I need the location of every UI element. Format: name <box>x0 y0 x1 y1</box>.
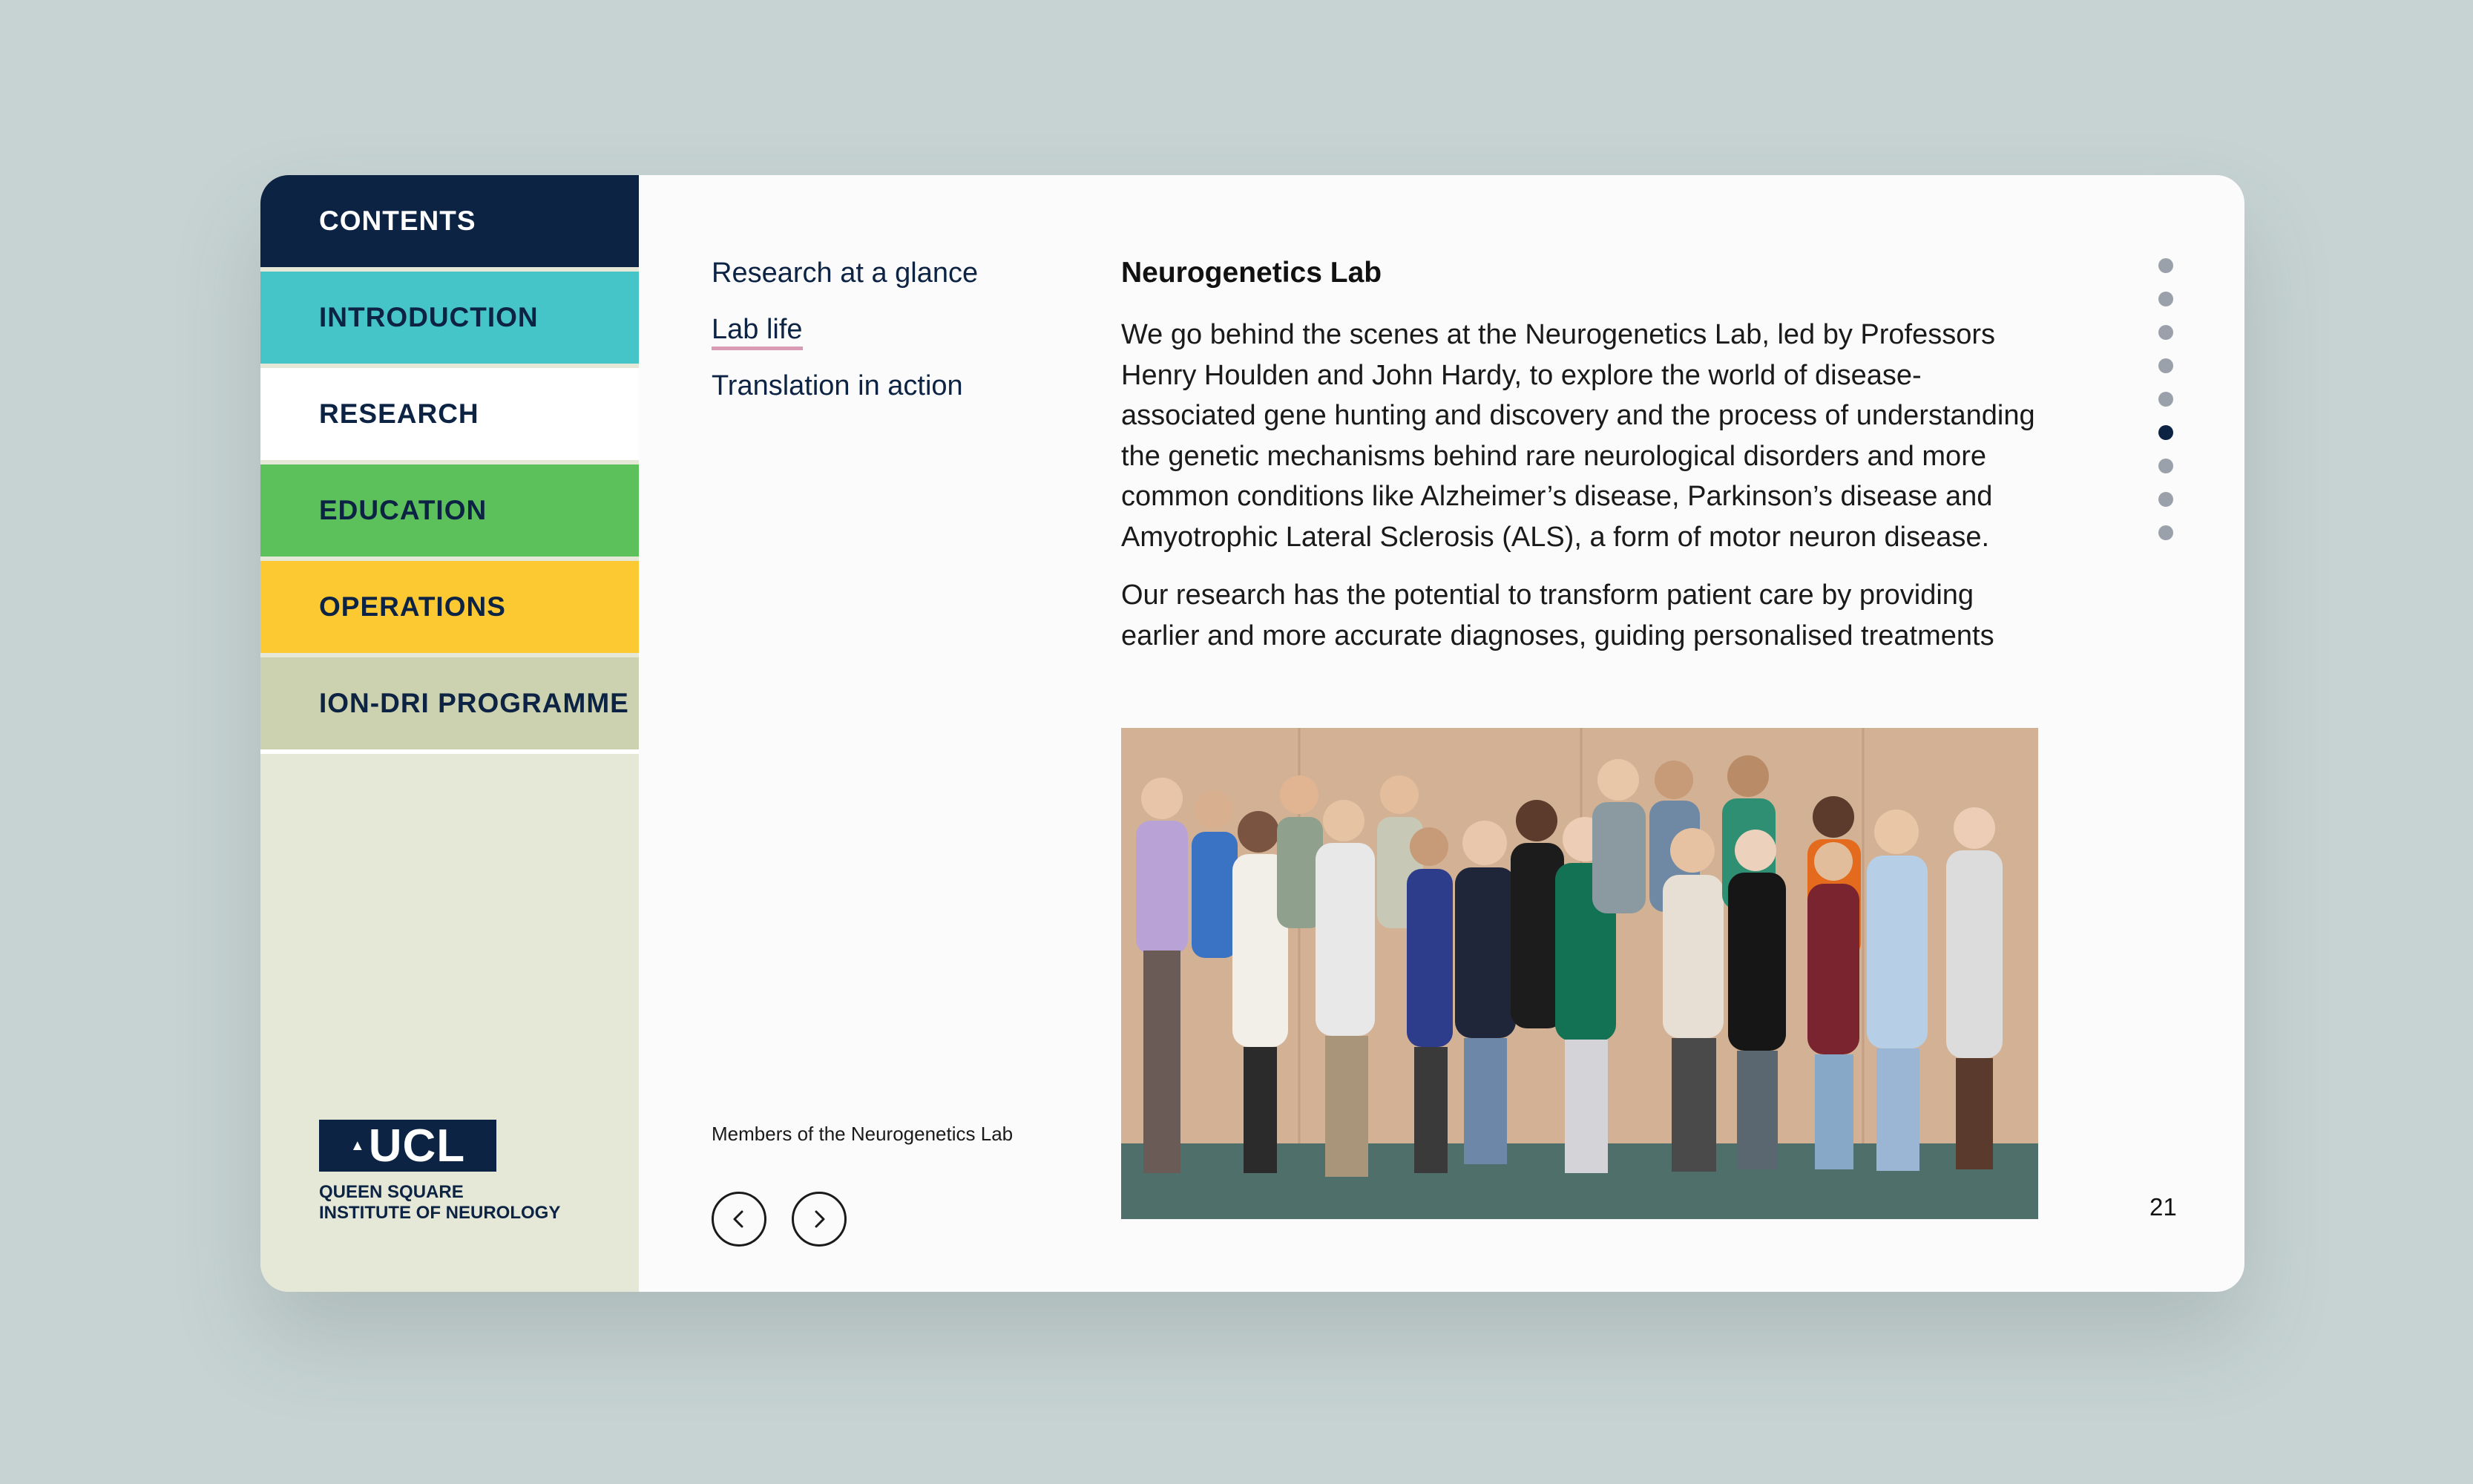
page-dot[interactable] <box>2158 325 2173 340</box>
page-number: 21 <box>2149 1193 2177 1221</box>
sidebar <box>260 175 639 1292</box>
logo-line-1: QUEEN SQUARE <box>319 1182 464 1202</box>
page-dot-active[interactable] <box>2158 425 2173 440</box>
subnav-label: Lab life <box>712 314 803 350</box>
logo-mark-text: UCL <box>368 1120 466 1172</box>
sidebar-item-contents[interactable] <box>260 175 639 267</box>
page-dot[interactable] <box>2158 358 2173 373</box>
sidebar-item-label: RESEARCH <box>319 398 479 429</box>
sidebar-item-label: CONTENTS <box>319 206 476 236</box>
lab-group-photo <box>1121 728 2038 1219</box>
sidebar-item-label: EDUCATION <box>319 495 487 525</box>
article-paragraph: Our research has the potential to transform patient care by providing earlier and more accurate diagnoses, guiding personalised treatments <box>1121 580 1994 651</box>
page-dot[interactable] <box>2158 492 2173 507</box>
section-subnav <box>712 257 978 426</box>
subnav-lab-life[interactable] <box>712 313 978 346</box>
ucl-logo-mark <box>319 1120 496 1172</box>
page-card <box>260 175 2244 1292</box>
article-title: Neurogenetics Lab <box>1121 257 1382 289</box>
page-dot[interactable] <box>2158 392 2173 407</box>
photo-caption: Members of the Neurogenetics Lab <box>712 1123 1014 1145</box>
subnav-translation-in-action[interactable] <box>712 370 978 402</box>
sidebar-item-label: ION-DRI PROGRAMME <box>319 688 629 718</box>
sidebar-item-research[interactable] <box>260 368 639 460</box>
sidebar-item-label: OPERATIONS <box>319 591 506 622</box>
logo-text <box>319 1182 560 1224</box>
chevron-left-icon <box>728 1208 750 1230</box>
ucl-logo[interactable] <box>319 1120 560 1224</box>
article <box>1121 257 2049 674</box>
subnav-research-at-a-glance[interactable] <box>712 257 978 289</box>
sidebar-divider <box>260 749 639 754</box>
page-dot[interactable] <box>2158 258 2173 273</box>
previous-button[interactable] <box>712 1192 766 1247</box>
subnav-label: Research at a glance <box>712 257 979 289</box>
sidebar-item-introduction[interactable] <box>260 272 639 364</box>
article-paragraph: We go behind the scenes at the Neurogenetics Lab, led by Professors Henry Houlden and John Hardy, to explore the world of disease-associated gene hunting and discovery and the process of understanding the genetic mechanisms behind rare neurological disorders and more common conditions like Alzheimer’s disease, Parkinson’s disease and Amyotrophic Lateral Sclerosis (ALS), a form of motor neuron disease. <box>1121 319 2035 553</box>
dome-icon: ▲ <box>349 1137 366 1154</box>
sidebar-item-education[interactable] <box>260 464 639 556</box>
sidebar-item-ion-dri-programme[interactable] <box>260 657 639 749</box>
page-dots <box>2158 258 2173 559</box>
sidebar-item-operations[interactable] <box>260 561 639 653</box>
logo-line-2: INSTITUTE OF NEUROLOGY <box>319 1203 561 1223</box>
next-button[interactable] <box>792 1192 847 1247</box>
page-dot[interactable] <box>2158 292 2173 306</box>
page-dot[interactable] <box>2158 525 2173 540</box>
subnav-label: Translation in action <box>712 370 963 401</box>
group-photo-illustration <box>1121 728 2038 1219</box>
sidebar-item-label: INTRODUCTION <box>319 302 539 332</box>
chevron-right-icon <box>808 1208 830 1230</box>
page-dot[interactable] <box>2158 459 2173 473</box>
